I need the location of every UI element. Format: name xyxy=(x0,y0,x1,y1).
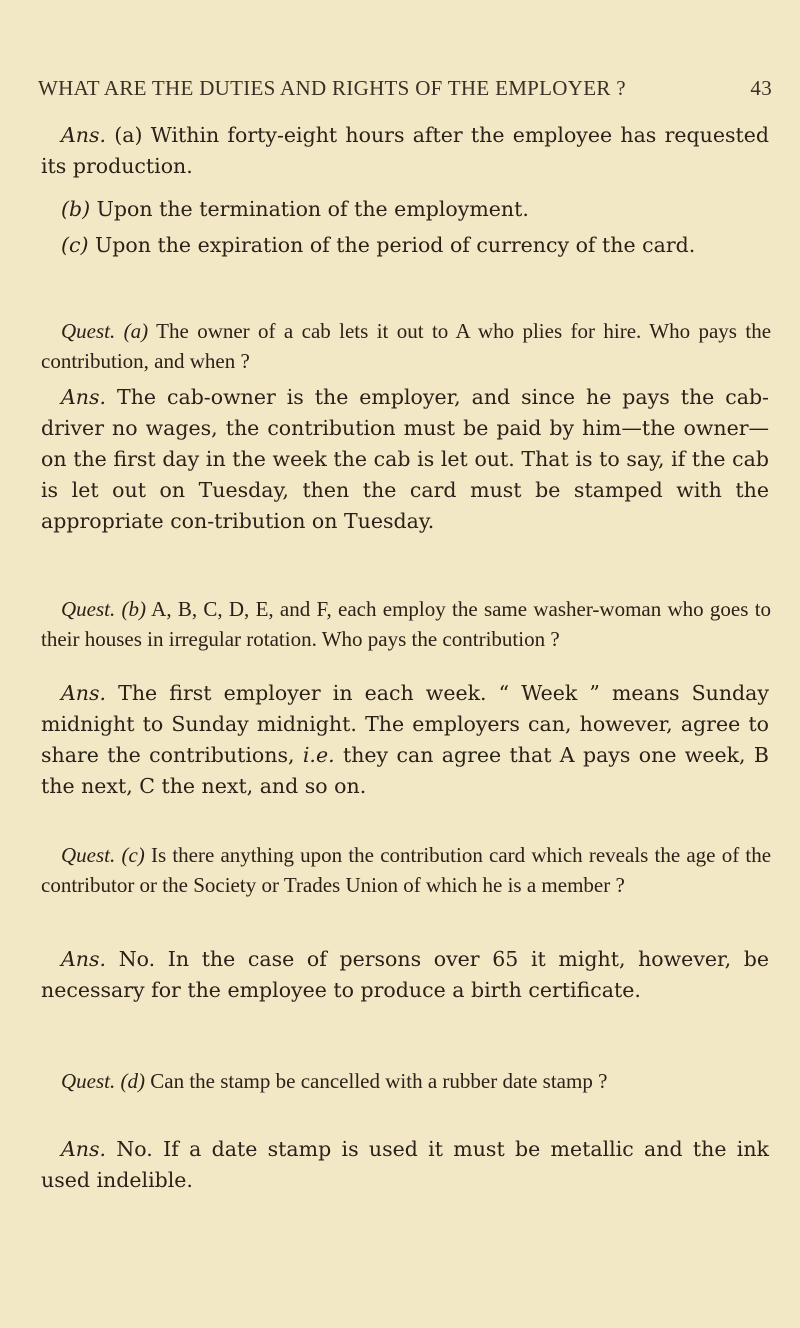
answer-label: Ans. xyxy=(61,681,107,705)
answer-label: Ans. xyxy=(61,1137,107,1161)
answer-text: they can agree that A pays one week, B the next, C the next, and so on. xyxy=(41,743,769,798)
item-marker: (b) xyxy=(121,597,147,621)
question-paragraph xyxy=(41,840,771,900)
question-label: Quest. xyxy=(61,843,116,867)
answer-text: Within forty-eight hours after the employee has requested its production. xyxy=(41,123,769,178)
answer-label: Ans. xyxy=(61,947,107,971)
answer-paragraph xyxy=(41,382,769,537)
answer-paragraph xyxy=(41,120,769,182)
item-marker: (c) xyxy=(121,843,145,867)
answer-paragraph xyxy=(41,1134,769,1196)
answer-label: Ans. xyxy=(61,385,107,409)
header-title: WHAT ARE THE DUTIES AND RIGHTS OF THE EMPLOYER ? xyxy=(38,76,626,100)
item-marker: (b) xyxy=(61,197,91,221)
item-marker: (d) xyxy=(120,1069,145,1093)
question-text: Can the stamp be cancelled with a rubber date stamp ? xyxy=(150,1069,608,1093)
answer-paragraph xyxy=(41,944,769,1006)
answer-text: No. If a date stamp is used it must be metallic and the ink used indelible. xyxy=(41,1137,769,1192)
answer-paragraph xyxy=(41,678,769,802)
question-paragraph xyxy=(41,1066,771,1096)
answer-subitem xyxy=(41,230,769,261)
question-paragraph xyxy=(41,316,771,376)
question-label: Quest. xyxy=(61,1069,116,1093)
running-header xyxy=(38,76,772,101)
question-text: Is there anything upon the contribution card which reveals the age of the contributor or the Society or Trades Union of which he is a member ? xyxy=(41,843,772,897)
answer-text: The cab-owner is the employer, and since he pays the cab-driver no wages, the contribution must be paid by him—the owner—on the first day in the week the cab is let out. That is to say, if the cab is let out on Tuesday, then the card must be stamped with the appropriate con-tribution on Tuesday. xyxy=(41,385,769,533)
answer-text: Upon the expiration of the period of currency of the card. xyxy=(95,233,696,257)
item-marker: (c) xyxy=(61,233,89,257)
item-marker: (a) xyxy=(114,123,143,147)
question-text: The owner of a cab lets it out to A who plies for hire. Who pays the contribution, and when ? xyxy=(41,319,772,373)
item-marker: (a) xyxy=(123,319,149,343)
answer-subitem xyxy=(41,194,769,225)
answer-text: No. In the case of persons over 65 it might, however, be necessary for the employee to produce a birth certificate. xyxy=(41,947,769,1002)
abbreviation: i.e. xyxy=(302,743,335,767)
answer-label: Ans. xyxy=(61,123,107,147)
question-label: Quest. xyxy=(61,319,116,343)
question-label: Quest. xyxy=(61,597,116,621)
question-text: A, B, C, D, E, and F, each employ the same washer-woman who goes to their houses in irregular rotation. Who pays the contribution ? xyxy=(41,597,772,651)
answer-text: Upon the termination of the employment. xyxy=(96,197,529,221)
page-number: 43 xyxy=(750,76,772,100)
question-paragraph xyxy=(41,594,771,654)
answer-text: The first employer in each week. “ Week ” means Sunday midnight to Sunday midnight. The employers can, however, agree to share the contributions, xyxy=(41,681,769,767)
